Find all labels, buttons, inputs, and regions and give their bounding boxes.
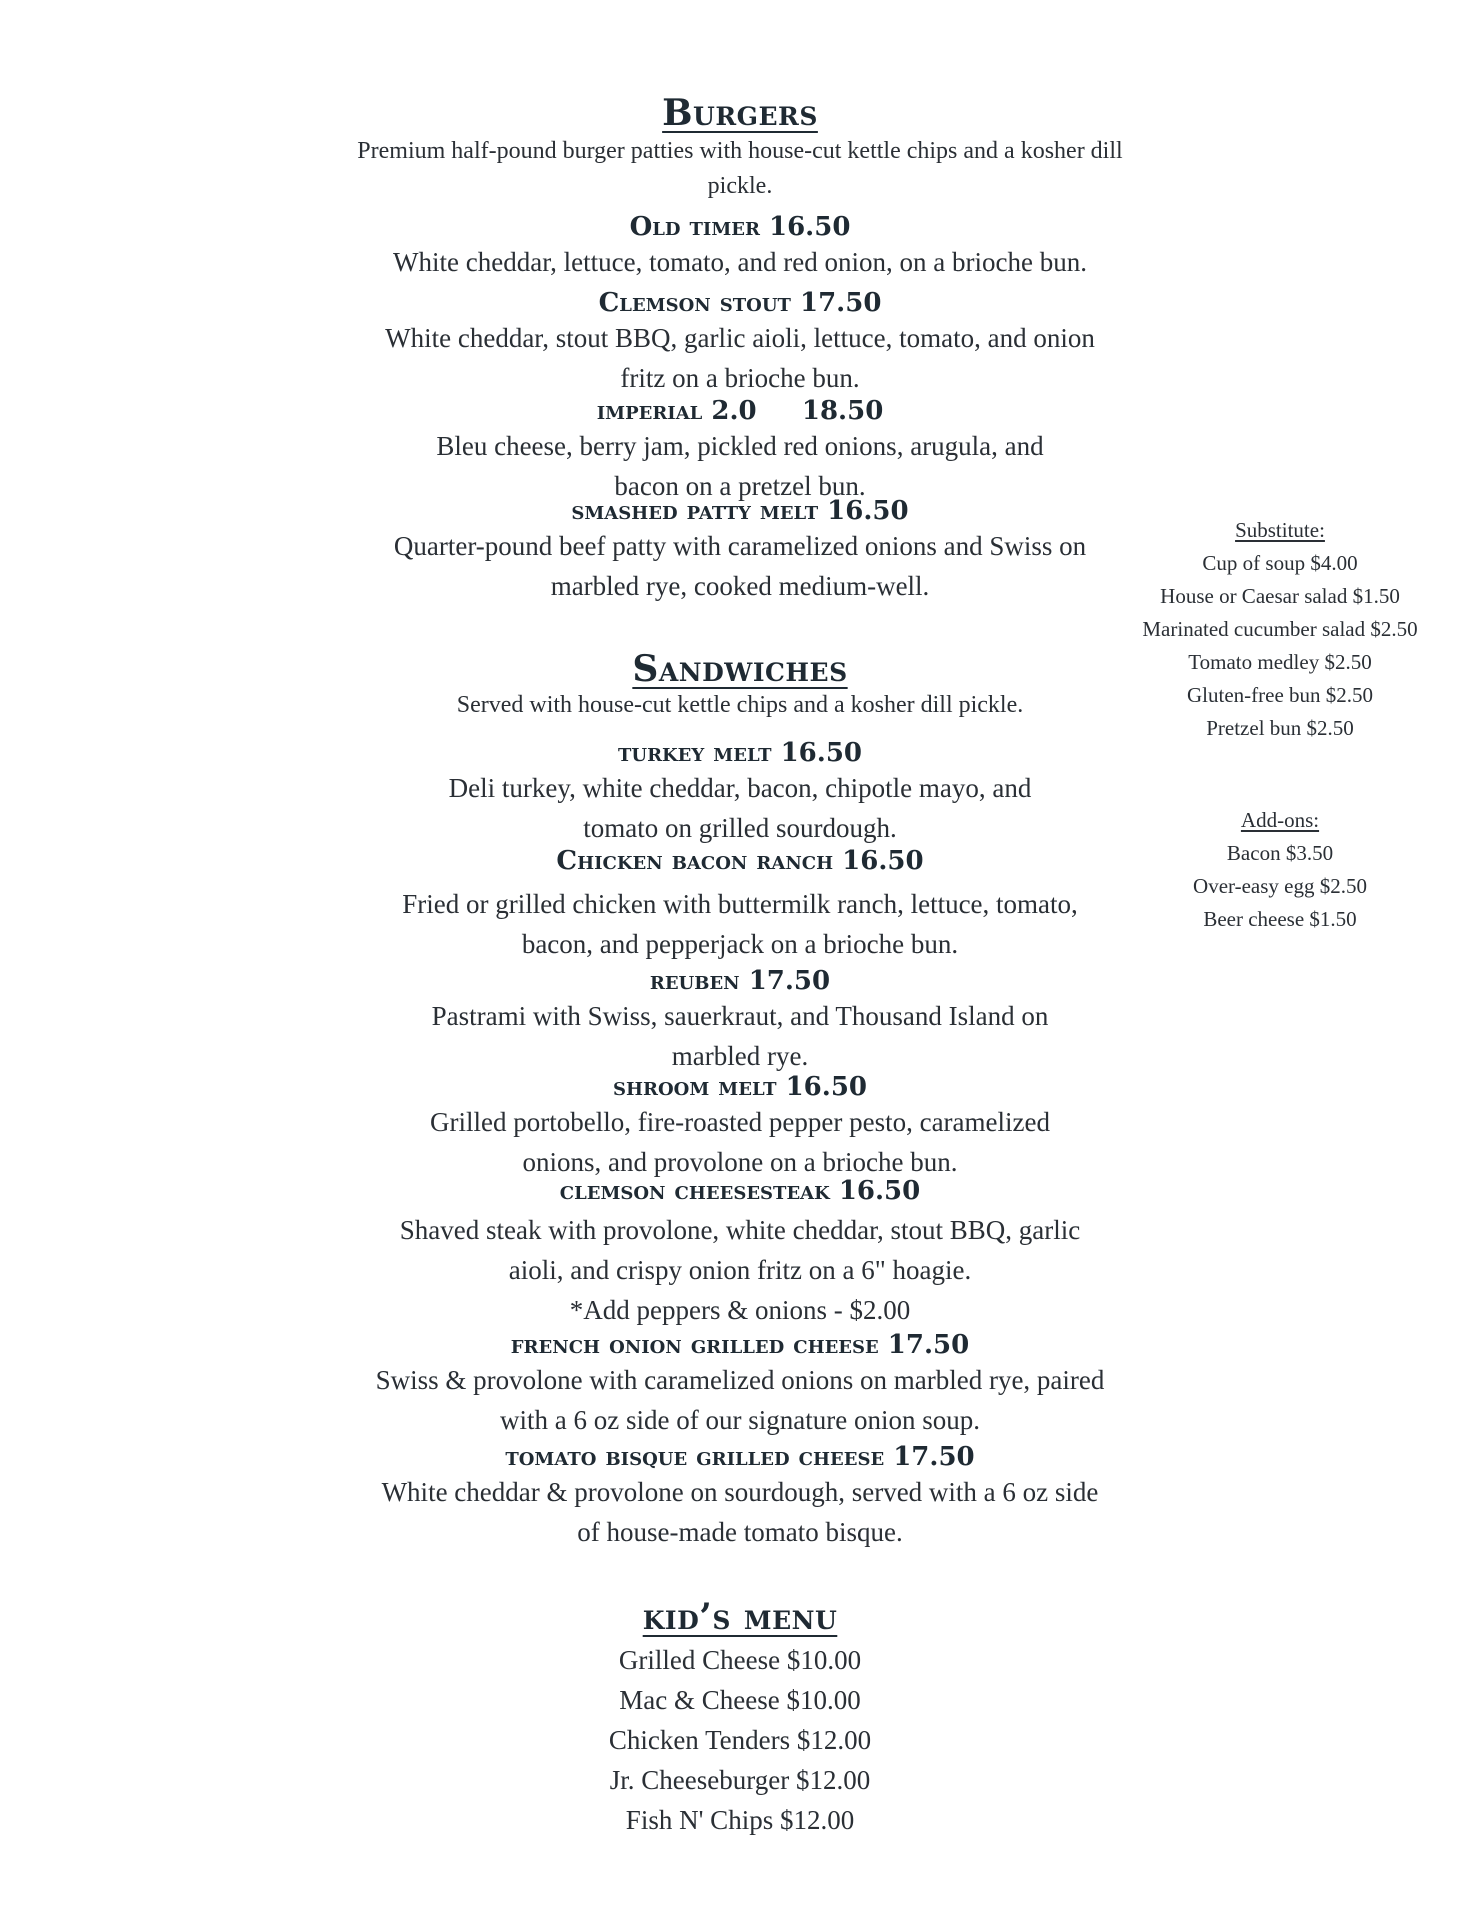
item-description: White cheddar, stout BBQ, garlic aioli, lettuce, tomato, and onion fritz on a brioche bun.: [385, 323, 1095, 393]
item-name: Old timer 16.50: [629, 212, 851, 242]
item-name: turkey melt 16.50: [617, 738, 862, 768]
menu-item-clemson-cheesesteak: [300, 1176, 1180, 1330]
item-description: Quarter-pound beef patty with caramelized onions and Swiss on marbled rye, cooked medium-well.: [393, 531, 1087, 601]
item-name: Chicken bacon ranch 16.50: [556, 846, 924, 876]
kids-menu-item: Jr. Cheeseburger $12.00: [609, 1765, 871, 1795]
menu-item-shroom-melt: [300, 1072, 1180, 1182]
addon-item: Bacon $3.50: [1226, 841, 1334, 865]
substitute-item: Marinated cucumber salad $2.50: [1142, 617, 1418, 641]
kids-menu-heading: kid’s menu: [642, 1596, 838, 1638]
menu-item-french-onion-grilled-cheese: [300, 1330, 1180, 1440]
item-description: Fried or grilled chicken with buttermilk ranch, lettuce, tomato, bacon, and pepperjack on a brioche bun.: [402, 889, 1078, 959]
item-description: Shaved steak with provolone, white cheddar, stout BBQ, garlic aioli, and crispy onion fritz on a 6" hoagie.: [399, 1215, 1081, 1285]
menu-item-smashed-patty-melt: [300, 496, 1180, 606]
addons-panel: [1120, 804, 1440, 936]
addon-item: Beer cheese $1.50: [1203, 907, 1357, 931]
item-description: Deli turkey, white cheddar, bacon, chipotle mayo, and tomato on grilled sourdough.: [448, 773, 1032, 843]
menu-item-reuben: [300, 966, 1180, 1076]
substitute-heading: Substitute:: [1235, 518, 1325, 542]
menu-item-chicken-bacon-ranch: [300, 846, 1180, 964]
sandwiches-description: Served with house-cut kettle chips and a kosher dill pickle.: [456, 692, 1024, 718]
substitute-item: Cup of soup $4.00: [1202, 551, 1358, 575]
sandwiches-heading: Sandwiches: [632, 648, 848, 690]
item-name: clemson cheesesteak 16.50: [559, 1176, 921, 1206]
item-name: Clemson stout 17.50: [598, 288, 882, 318]
item-description: White cheddar & provolone on sourdough, served with a 6 oz side of house-made tomato bisque.: [381, 1477, 1099, 1547]
addons-heading: Add-ons:: [1240, 808, 1320, 832]
substitute-item: Pretzel bun $2.50: [1206, 716, 1354, 740]
item-name: shroom melt 16.50: [613, 1072, 867, 1102]
burgers-description: [300, 134, 1180, 204]
kids-menu-item: Chicken Tenders $12.00: [608, 1725, 872, 1755]
item-add-on-note: *Add peppers & onions - $2.00: [569, 1295, 911, 1325]
item-description: White cheddar, lettuce, tomato, and red onion, on a brioche bun.: [393, 247, 1087, 277]
menu-item-clemson-stout: [300, 288, 1180, 398]
item-name: smashed patty melt 16.50: [571, 496, 909, 526]
kids-menu-list: [300, 1640, 1180, 1840]
substitute-item: Gluten-free bun $2.50: [1186, 683, 1374, 707]
kids-menu-item: Grilled Cheese $10.00: [618, 1645, 862, 1675]
burgers-description-text: Premium half-pound burger patties with house-cut kettle chips and a kosher dill pickle.: [357, 138, 1123, 199]
item-description: Bleu cheese, berry jam, pickled red onions, arugula, and bacon on a pretzel bun.: [436, 431, 1044, 501]
item-description: Pastrami with Swiss, sauerkraut, and Thousand Island on marbled rye.: [431, 1001, 1049, 1071]
item-name: reuben 17.50: [649, 966, 831, 996]
item-name: tomato bisque grilled cheese 17.50: [505, 1442, 975, 1472]
addon-item: Over-easy egg $2.50: [1193, 874, 1367, 898]
kids-menu-item: Mac & Cheese $10.00: [619, 1685, 861, 1715]
item-description: Grilled portobello, fire-roasted pepper pesto, caramelized onions, and provolone on a brioche bun.: [430, 1107, 1050, 1177]
kids-menu-item: Fish N' Chips $12.00: [625, 1805, 855, 1835]
burgers-heading: Burgers: [662, 92, 818, 134]
menu-item-old-timer: [300, 212, 1180, 282]
substitute-item: House or Caesar salad $1.50: [1160, 584, 1400, 608]
substitute-item: Tomato medley $2.50: [1188, 650, 1372, 674]
substitute-panel: [1120, 514, 1440, 745]
item-name: imperial 2.0 18.50: [596, 396, 884, 426]
menu-item-tomato-bisque-grilled-cheese: [300, 1442, 1180, 1552]
item-name: french onion grilled cheese 17.50: [510, 1330, 970, 1360]
menu-item-imperial: [300, 396, 1180, 506]
menu-item-turkey-melt: [300, 738, 1180, 848]
item-description: Swiss & provolone with caramelized onions on marbled rye, paired with a 6 oz side of our signature onion soup.: [375, 1365, 1105, 1435]
